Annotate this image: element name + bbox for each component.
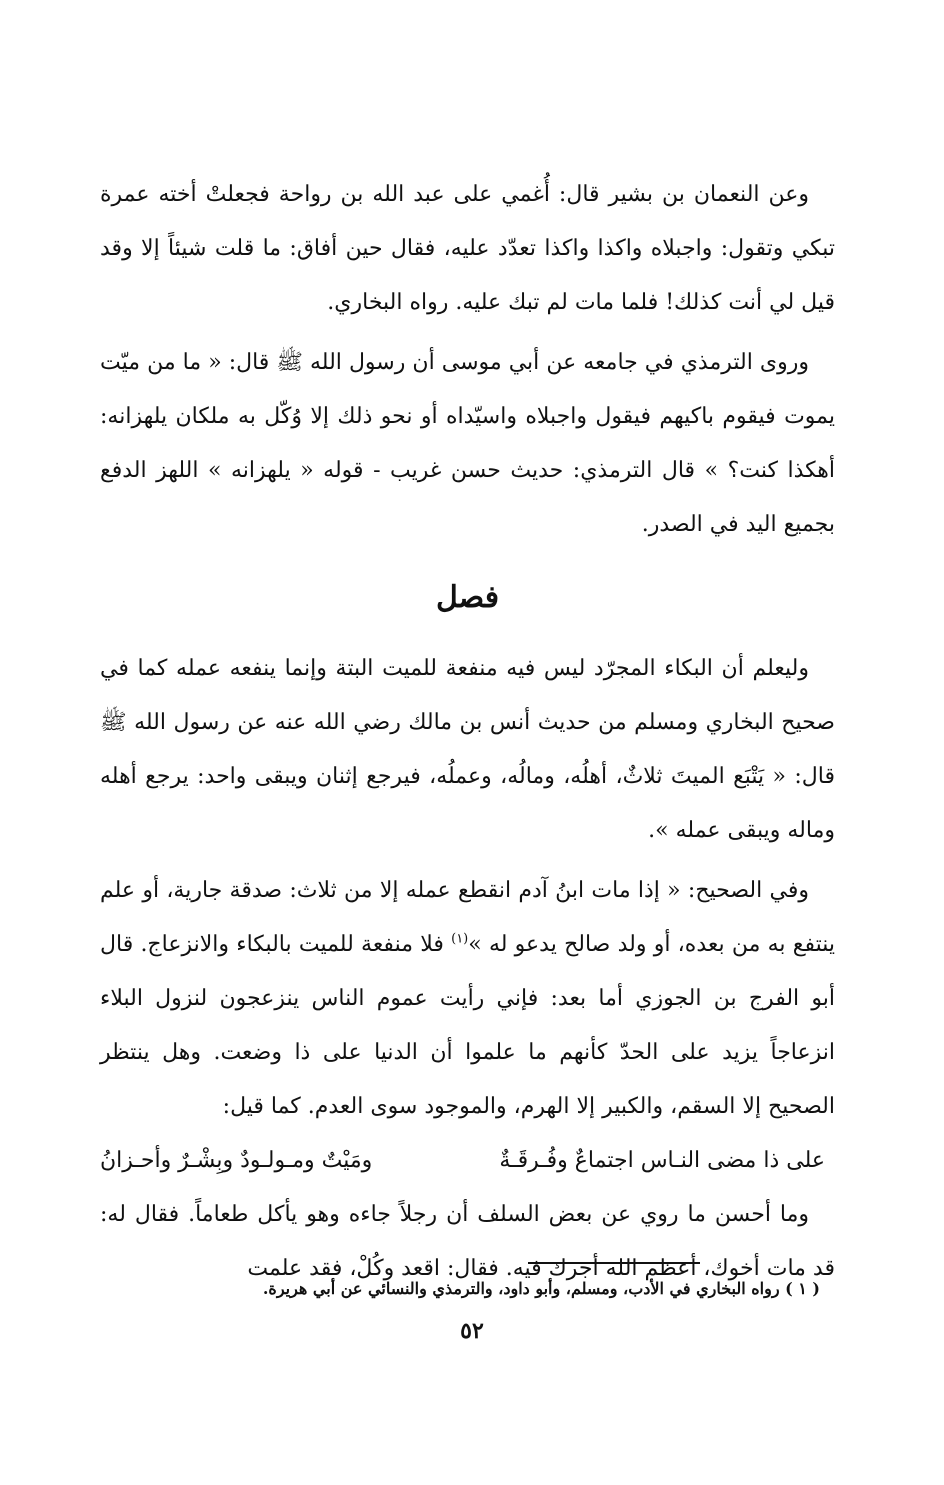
section-heading: فصل xyxy=(435,580,500,615)
paragraph-tirmidhi-hadith: وروى الترمذي في جامعه عن أبي موسى أن رسول الله ﷺ قال: « ما من ميّت يموت فيقوم باكيهم فيقول واجبلاه واسيّداه أو نحو ذلك إلا وُكّل به ملكان يلهزانه: أهكذا كنت؟ » قال الترمذي: حديث حسن غريب - قوله « يلهزانه » اللهز الدفع بجميع اليد في الصدر. xyxy=(100,350,835,537)
page-number: ٥٢ xyxy=(460,1318,484,1344)
verse-second-hemistich: ومَيْتٌ ومـولـودٌ وبِشْـرٌ وأحـزانُ xyxy=(100,1148,373,1173)
paragraph-salaf-story: وما أحسن ما روي عن بعض السلف أن رجلاً جاءه وهو يأكل طعاماً. فقال له: قد مات أخوك، أعظم الله أجرك فيه. فقال: اقعد وكُلْ، فقد علمت xyxy=(100,1202,835,1281)
paragraph-sahih-hadith xyxy=(100,864,835,1134)
poetry-verse xyxy=(100,1134,835,1188)
paragraph-numan-hadith: وعن النعمان بن بشير قال: أُغمي على عبد الله بن رواحة فجعلتْ أخته عمرة تبكي وتقول: واجبلاه واكذا واكذا تعدّد عليه، فقال حين أفاق: ما قلت شيئاً إلا وقد قيل لي أنت كذلك! فلما مات لم تبك عليه. رواه البخاري. xyxy=(100,182,835,315)
paragraph-sahih-text-a: وفي الصحيح: « إذا مات ابنُ آدم انقطع عمله إلا من ثلاث: صدقة جارية، أو علم ينتفع به من بعده، أو ولد صالح يدعو له » xyxy=(100,878,835,957)
footnote-marker: (١) xyxy=(451,931,469,947)
verse-first-hemistich: على ذا مضى النـاس اجتماعٌ وفُـرقَـةٌ xyxy=(499,1148,825,1173)
footnote: ( ١ ) رواه البخاري في الأدب، ومسلم، وأبو داود، والترمذي والنسائي عن أبي هريرة. xyxy=(262,1279,820,1298)
page-body xyxy=(100,168,835,1296)
footnote-divider xyxy=(528,1262,700,1264)
paragraph-weeping-benefit: وليعلم أن البكاء المجرّد ليس فيه منفعة للميت البتة وإنما ينفعه عمله كما في صحيح البخاري ومسلم من حديث أنس بن مالك رضي الله عنه عن رسول الله ﷺ قال: « يَتْبَع الميتَ ثلاثٌ، أهلُه، ومالُه، وعملُه، فيرجع إثنان ويبقى واحد: يرجع أهله وماله ويبقى عمله ». xyxy=(100,656,835,843)
paragraph-sahih-text-b: فلا منفعة للميت بالبكاء والانزعاج. قال أبو الفرج بن الجوزي أما بعد: فإني رأيت عموم الناس ينزعجون لنزول البلاء انزعاجاً يزيد على الحدّ كأنهم ما علموا أن الدنيا على ذا وضعت. وهل ينتظر الصحيح إلا السقم، والكبير إلا الهرم، والموجود سوى العدم. كما قيل: xyxy=(100,932,835,1119)
